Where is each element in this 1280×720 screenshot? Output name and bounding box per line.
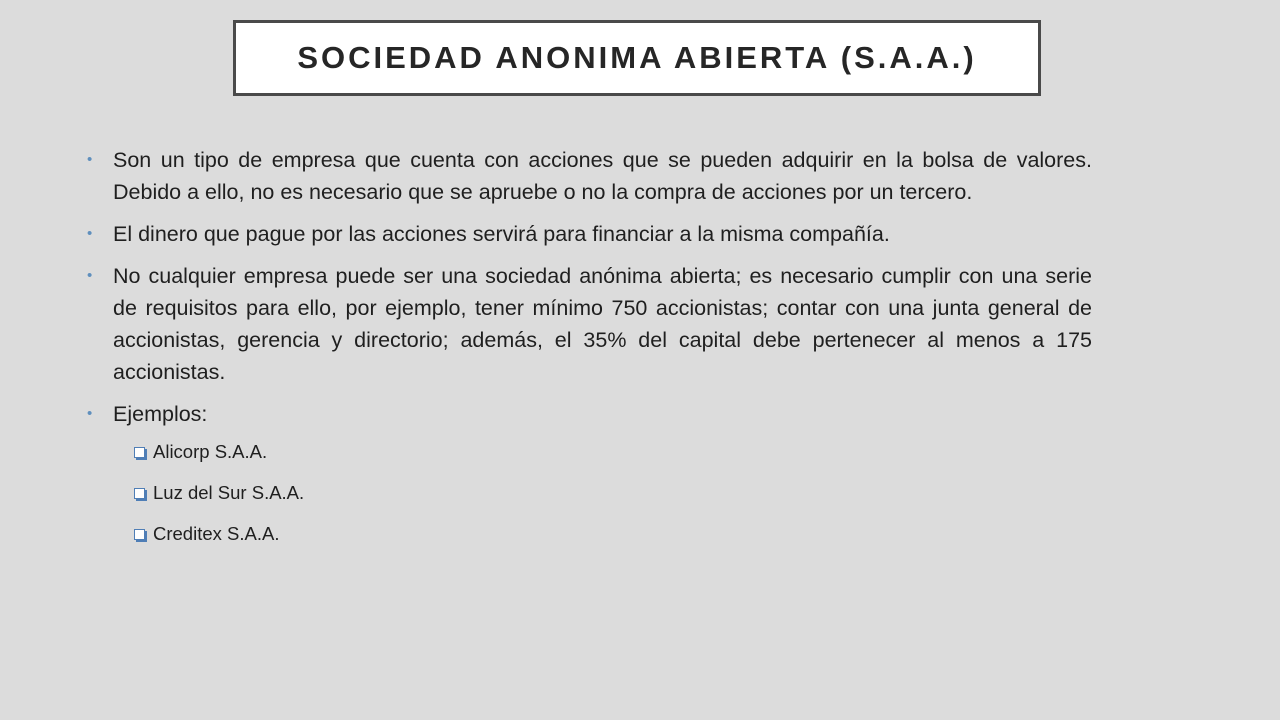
example-item bbox=[134, 440, 1092, 464]
bullet-dot-icon: • bbox=[87, 267, 93, 284]
content-body bbox=[84, 144, 1092, 563]
example-item bbox=[134, 481, 1092, 505]
bullet-item bbox=[84, 144, 1092, 208]
bullet-item bbox=[84, 260, 1092, 388]
bullet-item bbox=[84, 398, 1092, 430]
examples-list bbox=[84, 440, 1092, 546]
bullet-text: El dinero que pague por las acciones servirá para financiar a la misma compañía. bbox=[113, 222, 890, 246]
checkbox-square-icon bbox=[134, 447, 145, 458]
bullet-item bbox=[84, 218, 1092, 250]
example-item bbox=[134, 522, 1092, 546]
title-box bbox=[233, 20, 1041, 96]
bullet-text: Son un tipo de empresa que cuenta con acciones que se pueden adquirir en la bolsa de valores. Debido a ello, no es necesario que se apruebe o no la compra de acciones por un tercero. bbox=[113, 148, 1092, 204]
example-text: Alicorp S.A.A. bbox=[153, 441, 268, 462]
checkbox-square-icon bbox=[134, 529, 145, 540]
slide-title: SOCIEDAD ANONIMA ABIERTA (S.A.A.) bbox=[297, 40, 977, 75]
bullet-dot-icon: • bbox=[87, 405, 93, 422]
bullet-dot-icon: • bbox=[87, 225, 93, 242]
bullet-text: No cualquier empresa puede ser una sociedad anónima abierta; es necesario cumplir con una serie de requisitos para ello, por ejemplo, tener mínimo 750 accionistas; contar con una junta general de accionistas, gerencia y directorio; además, el 35% del capital debe pertenecer al menos a 175 accionistas. bbox=[113, 264, 1092, 384]
example-text: Luz del Sur S.A.A. bbox=[153, 482, 305, 503]
example-text: Creditex S.A.A. bbox=[153, 523, 280, 544]
bullet-dot-icon: • bbox=[87, 151, 93, 168]
bullet-text: Ejemplos: bbox=[113, 402, 208, 426]
checkbox-square-icon bbox=[134, 488, 145, 499]
